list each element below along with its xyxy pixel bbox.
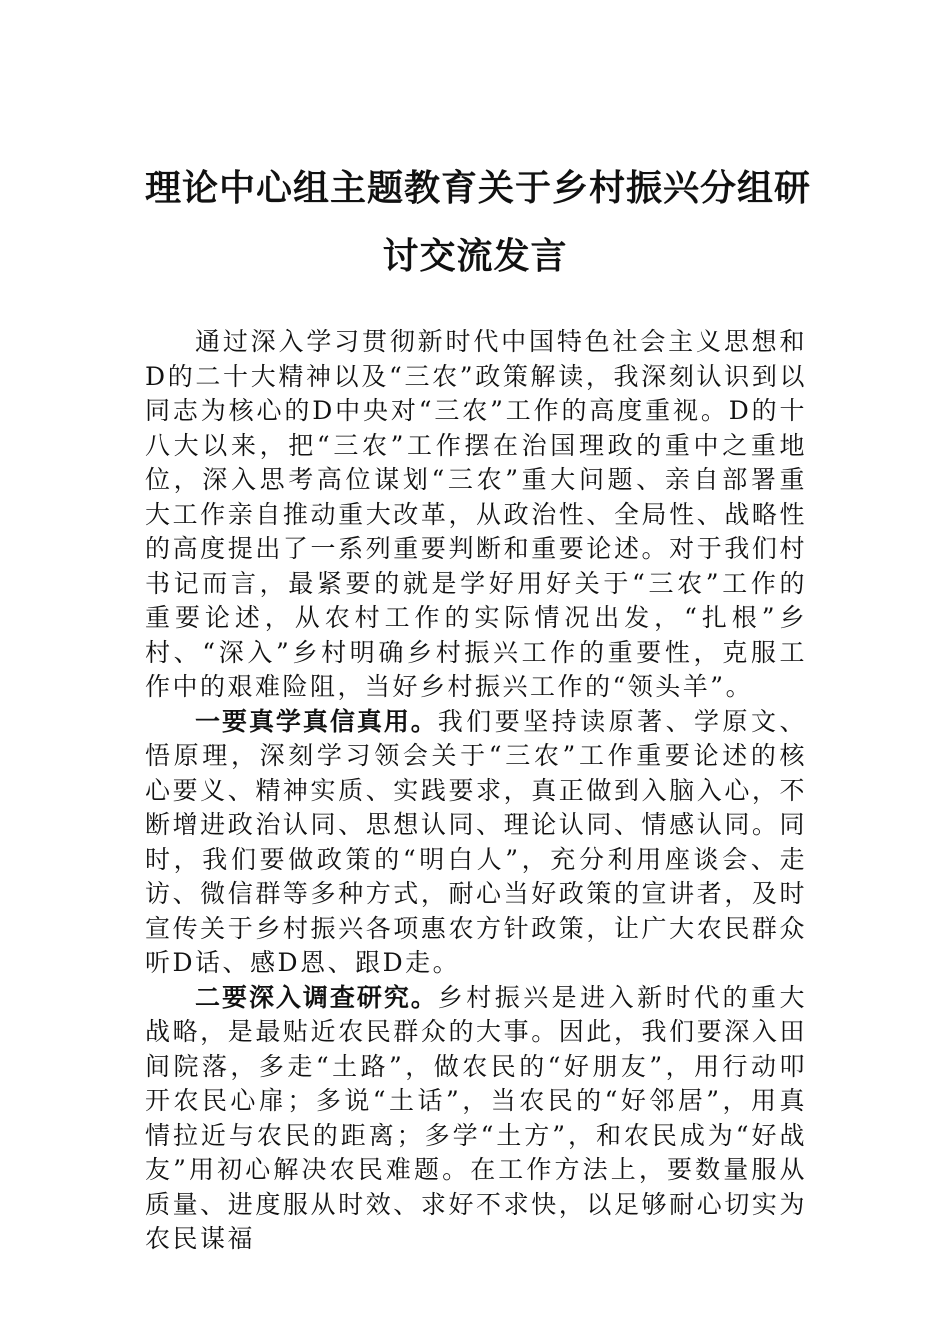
- paragraph-point-2: [145, 981, 807, 1257]
- paragraph-intro-text: 通过深入学习贯彻新时代中国特色社会主义思想和D的二十大精神以及“三农”政策解读，我深刻认识到以同志为核心的D中央对“三农”工作的高度重视。D的十八大以来，把“三农”工作摆在治国理政的重中之重地位，深入思考高位谋划“三农”重大问题、亲自部署重大工作亲自推动重大改革，从政治性、全局性、战略性的高度提出了一系列重要判断和重要论述。对于我们村书记而言，最紧要的就是学好用好关于“三农”工作的重要论述，从农村工作的实际情况出发，“扎根”乡村、“深入”乡村明确乡村振兴工作的重要性，克服工作中的艰难险阻，当好乡村振兴工作的“领头羊”。: [145, 327, 807, 701]
- paragraph-point-1-text: 我们要坚持读原著、学原文、悟原理，深刻学习领会关于“三农”工作重要论述的核心要义、精神实质、实践要求，真正做到入脑入心，不断增进政治认同、思想认同、理论认同、情感认同。同时，我们要做政策的“明白人”，充分利用座谈会、走访、微信群等多种方式，耐心当好政策的宣讲者，及时宣传关于乡村振兴各项惠农方针政策，让广大农民群众听D话、感D恩、跟D走。: [145, 706, 807, 977]
- document-title-line-2: 讨交流发言: [382, 235, 568, 277]
- document-title-line-1: 理论中心组主题教育关于乡村振兴分组研: [145, 167, 812, 209]
- document-body: [145, 325, 807, 1257]
- paragraph-point-1-lead: 一要真学真信真用。: [195, 706, 438, 736]
- paragraph-intro: [145, 325, 807, 705]
- paragraph-point-2-text: 乡村振兴是进入新时代的重大战略，是最贴近农民群众的大事。因此，我们要深入田间院落，多走“土路”，做农民的“好朋友”，用行动叩开农民心扉；多说“土话”，当农民的“好邻居”，用真情拉近与农民的距离；多学“土方”，和农民成为“好战友”用初心解决农民难题。在工作方法上，要数量服从质量、进度服从时效、求好不求快，以足够耐心切实为农民谋福: [145, 982, 807, 1253]
- paragraph-point-1: [145, 705, 807, 981]
- paragraph-point-2-lead: 二要深入调查研究。: [195, 982, 438, 1012]
